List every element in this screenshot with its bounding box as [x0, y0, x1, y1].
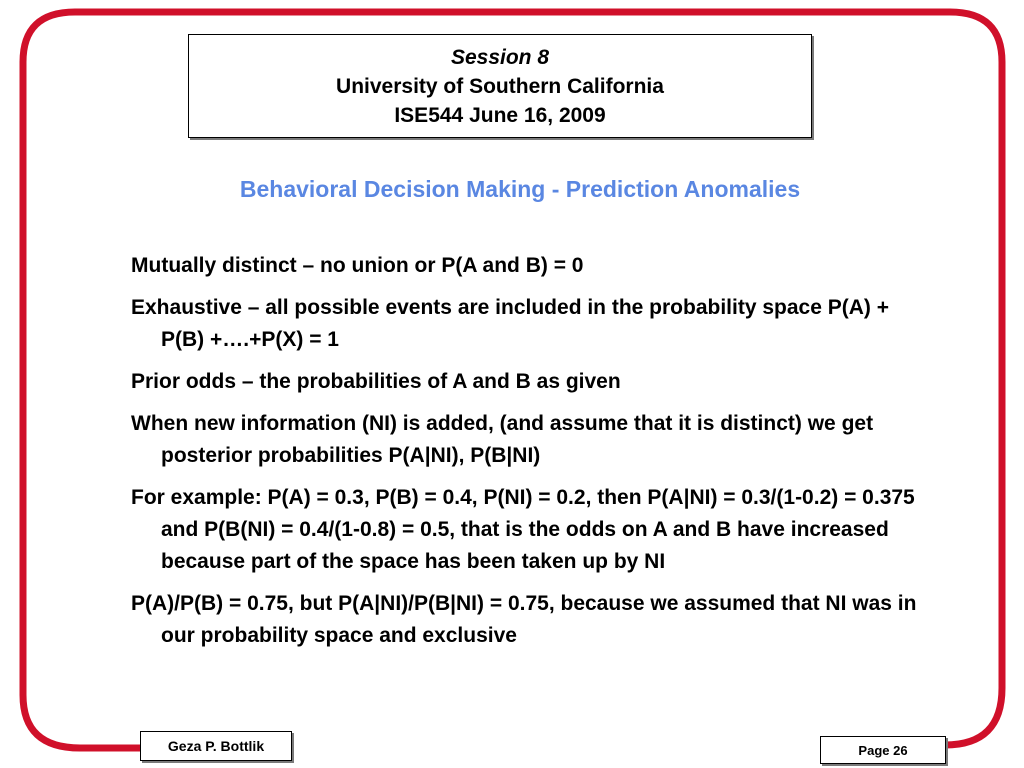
paragraph: For example: P(A) = 0.3, P(B) = 0.4, P(NI) = 0.2, then P(A|NI) = 0.3/(1-0.2) = 0.375 and P(B(NI) = 0.4/(1-0.8) = 0.5, that is the odds on A and B have increased because part of the space has been taken up by NI	[131, 486, 915, 573]
session-label: Session 8	[450, 45, 550, 69]
paragraph: Exhaustive – all possible events are included in the probability space P(A) + P(B) +….+P(X) = 1	[131, 296, 889, 351]
paragraph: When new information (NI) is added, (and assume that it is distinct) we get posterior probabilities P(A|NI), P(B|NI)	[131, 412, 874, 467]
footer-page-number: Page 26	[820, 736, 946, 764]
paragraph: Prior odds – the probabilities of A and B as given	[131, 370, 621, 393]
paragraph: Mutually distinct – no union or P(A and B) = 0	[131, 254, 584, 277]
paragraph: P(A)/P(B) = 0.75, but P(A|NI)/P(B|NI) = 0.75, because we assumed that NI was in our probability space and exclusive	[131, 592, 917, 647]
slide-content	[131, 250, 921, 662]
university-label: University of Southern California	[336, 74, 664, 98]
footer-author: Geza P. Bottlik	[140, 731, 292, 761]
course-date-label: ISE544 June 16, 2009	[394, 103, 606, 127]
slide-title: Behavioral Decision Making - Prediction Anomalies	[239, 176, 801, 202]
header-box	[188, 34, 812, 138]
